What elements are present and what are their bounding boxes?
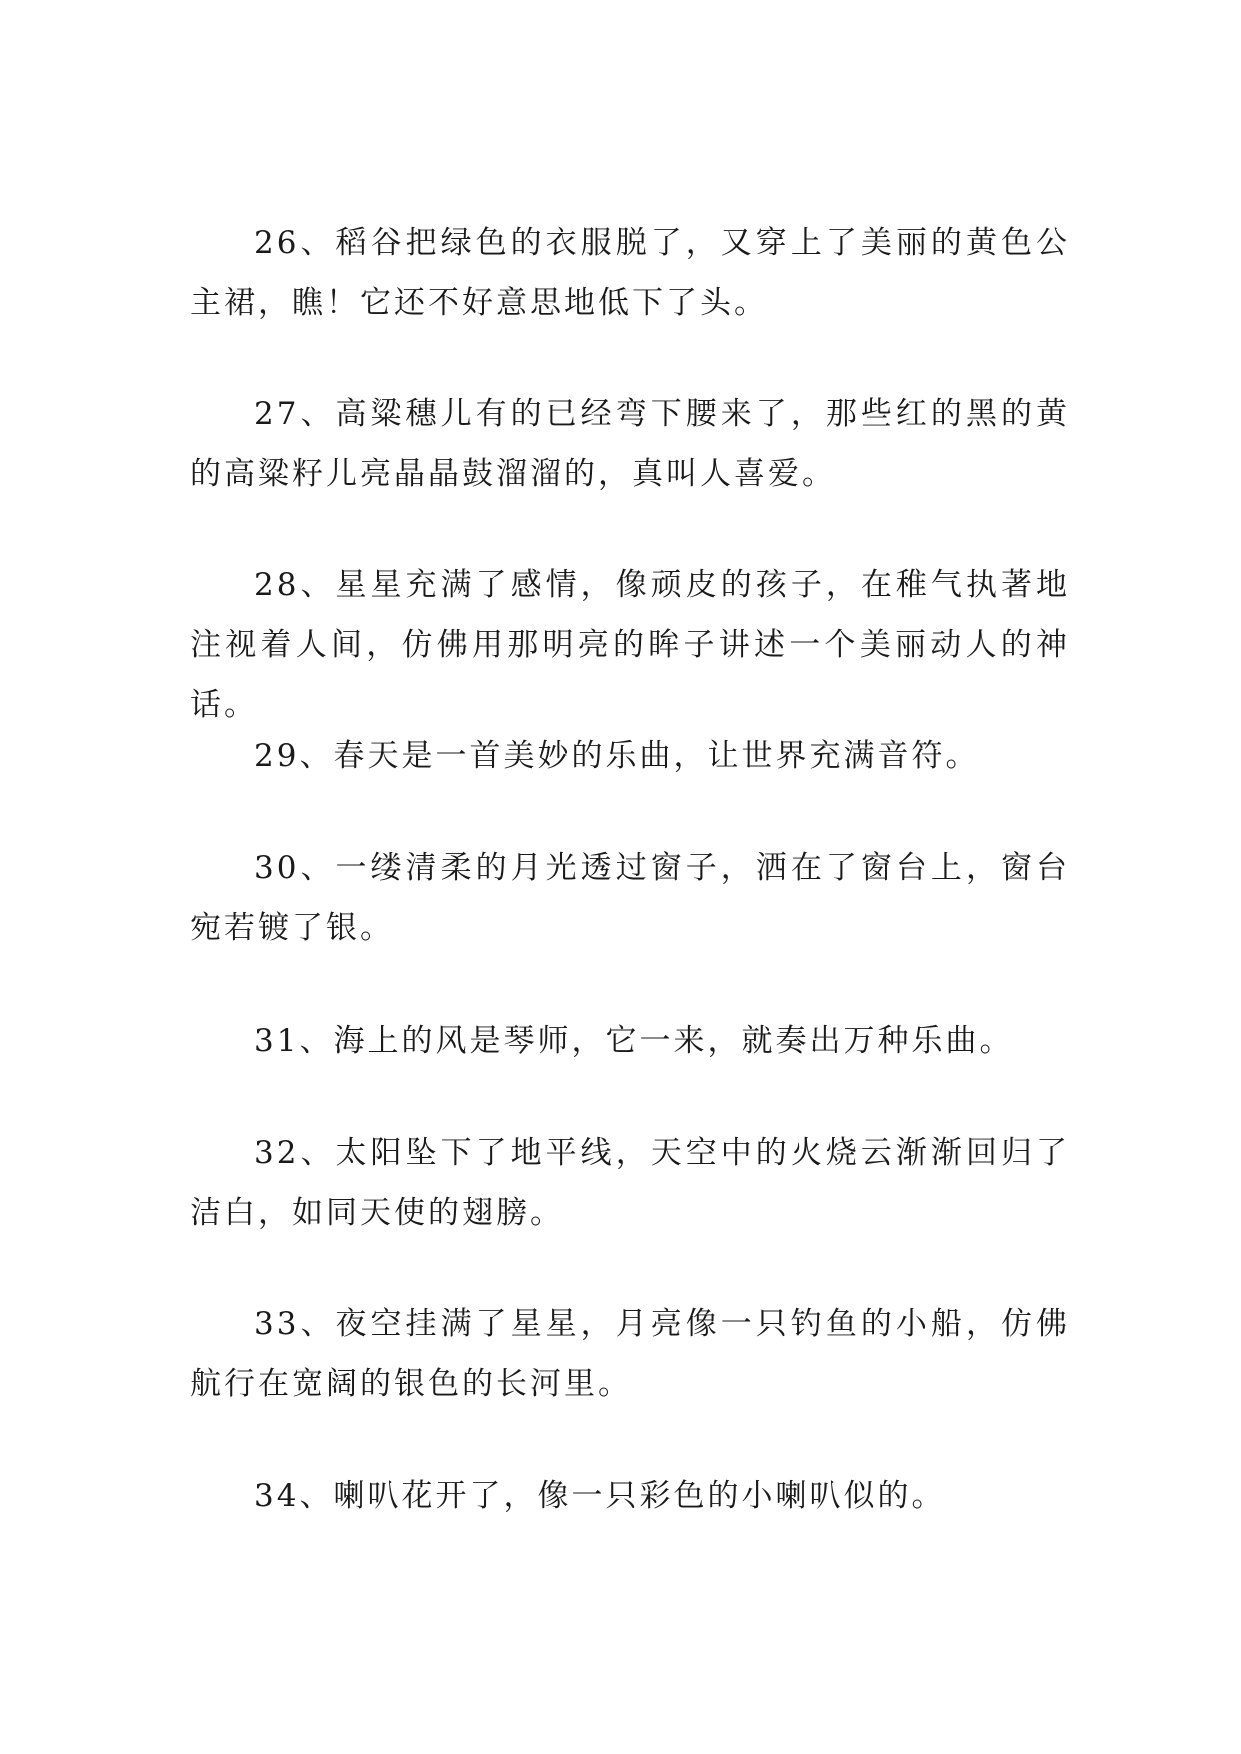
paragraph-27: 27、高粱穗儿有的已经弯下腰来了，那些红的黑的黄的高粱籽儿亮晶晶鼓溜溜的，真叫人喜爱。 bbox=[190, 396, 1070, 492]
paragraph-31: 31、海上的风是琴师，它一来，就奏出万种乐曲。 bbox=[254, 1023, 1014, 1059]
paragraph-34: 34、喇叭花开了，像一只彩色的小喇叭似的。 bbox=[254, 1478, 946, 1514]
paragraph-30: 30、一缕清柔的月光透过窗子，洒在了窗台上，窗台宛若镀了银。 bbox=[190, 850, 1070, 946]
paragraph-26: 26、稻谷把绿色的衣服脱了，又穿上了美丽的黄色公主裙，瞧！它还不好意思地低下了头。 bbox=[190, 225, 1070, 321]
paragraph-29: 29、春天是一首美妙的乐曲，让世界充满音符。 bbox=[254, 738, 980, 774]
paragraph-32: 32、太阳坠下了地平线，天空中的火烧云渐渐回归了洁白，如同天使的翅膀。 bbox=[190, 1135, 1070, 1231]
paragraph-28: 28、星星充满了感情，像顽皮的孩子，在稚气执著地注视着人间，仿佛用那明亮的眸子讲述一个美丽动人的神话。 bbox=[190, 567, 1070, 723]
paragraph-33: 33、夜空挂满了星星，月亮像一只钓鱼的小船，仿佛航行在宽阔的银色的长河里。 bbox=[190, 1306, 1070, 1402]
